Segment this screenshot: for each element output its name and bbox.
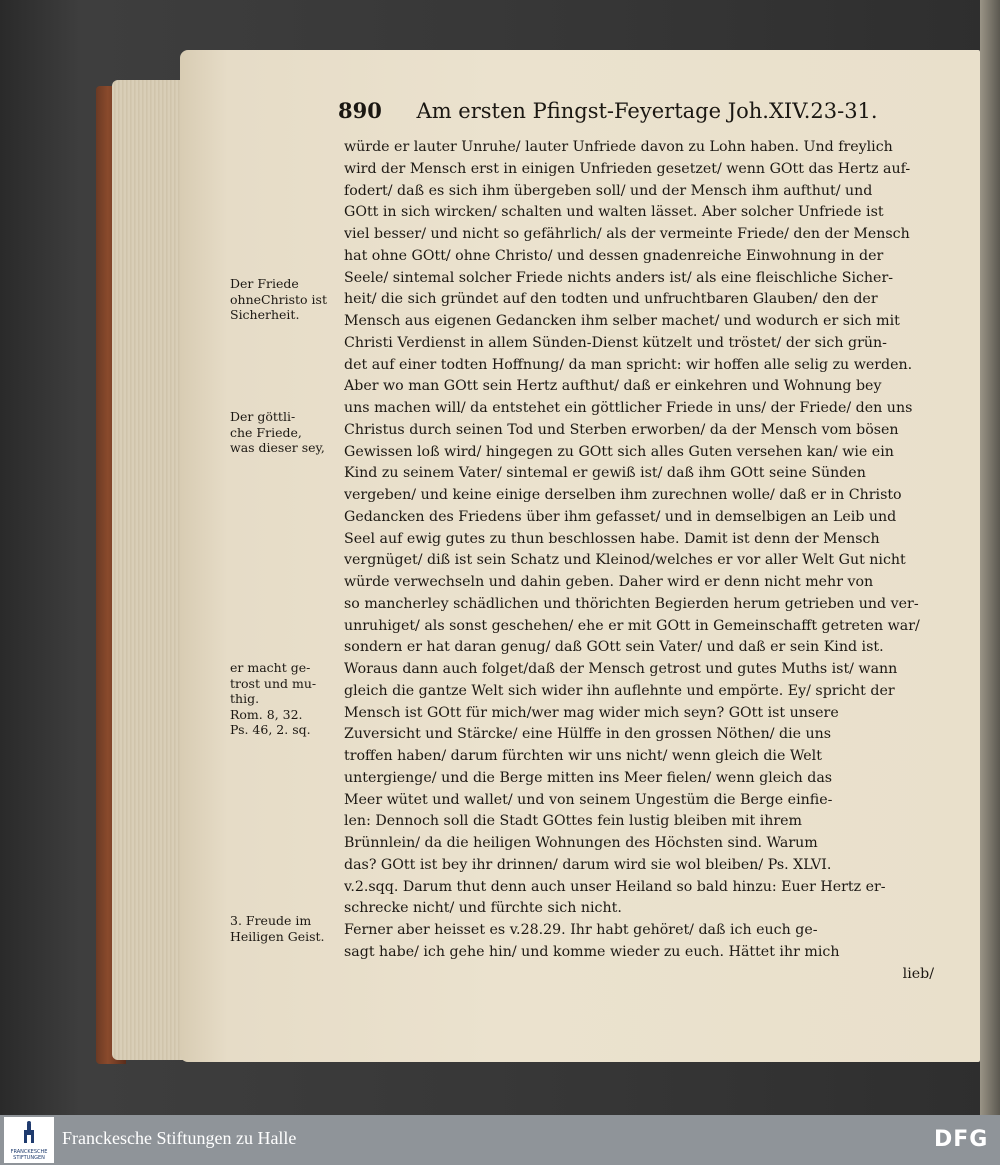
text-line: sagt habe/ ich gehe hin/ und komme wieder zu euch. Hättet ihr mich	[344, 943, 840, 960]
text-line: v.2.sqq. Darum thut denn auch unser Heiland so bald hinzu: Euer Hertz er-	[344, 878, 886, 895]
text-line: Kind zu seinem Vater/ sintemal er gewiß ist/ daß ihm GOtt seine Sünden	[344, 465, 866, 482]
text-line: Mensch ist GOtt für mich/wer mag wider mich seyn? GOtt ist unsere	[344, 704, 839, 721]
margin-note-line: was dieser sey,	[230, 440, 325, 455]
text-line: würde er lauter Unruhe/ lauter Unfriede davon zu Lohn haben. Und freylich	[344, 139, 893, 155]
institution-logo[interactable]	[4, 1117, 54, 1163]
margin-note-line: Heiligen Geist.	[230, 928, 325, 944]
text-line: viel besser/ und nicht so gefährlich/ als der vermeinte Friede/ den der Mensch	[344, 226, 910, 242]
margin-note-line: che Friede,	[230, 424, 302, 440]
text-line: lieb/	[902, 965, 934, 982]
institution-name[interactable]: Franckesche Stiftungen zu Halle	[62, 1128, 297, 1148]
text-line: schrecke nicht/ und fürchte sich nicht.	[344, 900, 622, 917]
body-text	[344, 137, 934, 985]
text-line: gleich die gantze Welt sich wider ihn auflehnte und empörte. Ey/ spricht der	[344, 682, 895, 699]
margin-note-line: er macht ge-	[230, 660, 311, 675]
text-line: Meer wütet und wallet/ und von seinem Ungestüm die Berge einfie-	[344, 791, 833, 808]
text-line: vergeben/ und keine einige derselben ihm zurechnen wolle/ daß er in Christo	[344, 487, 902, 503]
running-header	[338, 98, 878, 123]
text-line: Mensch aus eigenen Gedancken ihm selber machet/ und wodurch er sich mit	[344, 313, 900, 329]
text-line: Seel auf ewig gutes zu thun beschlossen habe. Damit ist denn der Mensch	[344, 530, 880, 547]
logo-caption-line: FRANCKESCHE	[10, 1149, 48, 1155]
institution-emblem-icon	[21, 1121, 37, 1145]
logo-caption-line: STIFTUNGEN	[13, 1155, 45, 1161]
margin-note-line: 3. Freude im	[230, 913, 312, 928]
text-line: hat ohne GOtt/ ohne Christo/ und dessen gnadenreiche Einwohnung in der	[344, 247, 884, 264]
text-line: sondern er hat daran genug/ daß GOtt sein Vater/ und daß er sein Kind ist.	[344, 639, 884, 656]
text-line: len: Dennoch soll die Stadt GOttes fein lustig bleiben mit ihrem	[344, 813, 803, 830]
margin-note-line: Sicherheit.	[230, 307, 300, 322]
text-line: so mancherley schädlichen und thörichten Begierden herum getrieben und ver-	[344, 595, 919, 612]
dfg-logo[interactable]: DFG	[934, 1127, 989, 1152]
text-line: Gedancken des Friedens über ihm gefasset/ und in demselbigen an Leib und	[344, 508, 897, 525]
text-line: fodert/ daß es sich ihm übergeben soll/ und der Mensch ihm aufthut/ und	[344, 182, 873, 199]
text-line: Christi Verdienst in allem Sünden-Dienst kützelt und tröstet/ der sich grün-	[344, 334, 887, 351]
text-line: das? GOtt ist bey ihr drinnen/ darum wird sie wol bleiben/ Ps. XLVI.	[344, 856, 832, 873]
running-title: Am ersten Pfingst-Feyertage Joh.XIV.23-31.	[416, 99, 878, 123]
text-line: wird der Mensch erst in einigen Unfrieden gesetzet/ wenn GOtt das Hertz auf-	[344, 160, 911, 177]
margin-note-line: Der Friede	[230, 276, 299, 291]
text-line: Seele/ sintemal solcher Friede nichts anders ist/ als eine fleischliche Sicher-	[344, 269, 894, 286]
margin-note-getrost	[230, 660, 350, 738]
text-line: uns machen will/ da entstehet ein göttlicher Friede in uns/ der Friede/ den uns	[344, 400, 913, 416]
text-line: Zuversicht und Stärcke/ eine Hülffe in den grossen Nöthen/ die uns	[344, 726, 832, 743]
margin-note-line: Ps. 46, 2. sq.	[230, 722, 311, 737]
text-line: würde verwechseln und dahin geben. Daher wird er denn nicht mehr von	[344, 574, 874, 590]
text-line: unruhiget/ als sonst geschehen/ ehe er mit GOtt in Gemeinschafft getreten war/	[344, 617, 920, 634]
text-line: Christus durch seinen Tod und Sterben erworben/ da der Mensch vom bösen	[344, 421, 899, 438]
text-line: Ferner aber heisset es v.28.29. Ihr habt gehöret/ daß ich euch ge-	[344, 922, 818, 938]
margin-note-line: Der göttli-	[230, 409, 296, 424]
margin-note-goettliche-friede	[230, 409, 350, 456]
text-line: heit/ die sich gründet auf den todten und unfruchtbaren Glauben/ den der	[344, 291, 878, 308]
logo-caption	[4, 1149, 54, 1161]
page-stack-edges	[112, 80, 184, 1060]
text-line: troffen haben/ darum fürchten wir uns nicht/ wenn gleich die Welt	[344, 748, 822, 764]
page-number: 890	[338, 98, 382, 123]
text-line: vergnüget/ diß ist sein Schatz und Kleinod/welches er vor aller Welt Gut nicht	[344, 552, 906, 569]
text-line: GOtt in sich wircken/ schalten und walten lässet. Aber solcher Unfriede ist	[344, 204, 884, 221]
facing-page-edge	[980, 0, 1000, 1115]
margin-note-line: Rom. 8, 32.	[230, 706, 303, 722]
text-line: det auf einer todten Hoffnung/ da man spricht: wir hoffen alle selig zu werden.	[344, 356, 913, 373]
margin-note-line: ohneChristo ist	[230, 291, 327, 307]
text-line: Aber wo man GOtt sein Hertz aufthut/ daß er einkehren und Wohnung bey	[344, 378, 882, 395]
margin-note-line: trost und mu-	[230, 675, 317, 691]
margin-note-freude	[230, 913, 350, 944]
text-line: Gewissen loß wird/ hingegen zu GOtt sich alles Guten versehen kan/ wie ein	[344, 443, 894, 460]
margin-note-friede	[230, 276, 350, 323]
text-line: Woraus dann auch folget/daß der Mensch getrost und gutes Muths ist/ wann	[344, 661, 898, 677]
text-line: untergienge/ und die Berge mitten ins Meer fielen/ wenn gleich das	[344, 769, 833, 786]
text-line: Brünnlein/ da die heiligen Wohnungen des Höchsten sind. Warum	[344, 835, 818, 851]
margin-note-line: thig.	[230, 691, 260, 706]
